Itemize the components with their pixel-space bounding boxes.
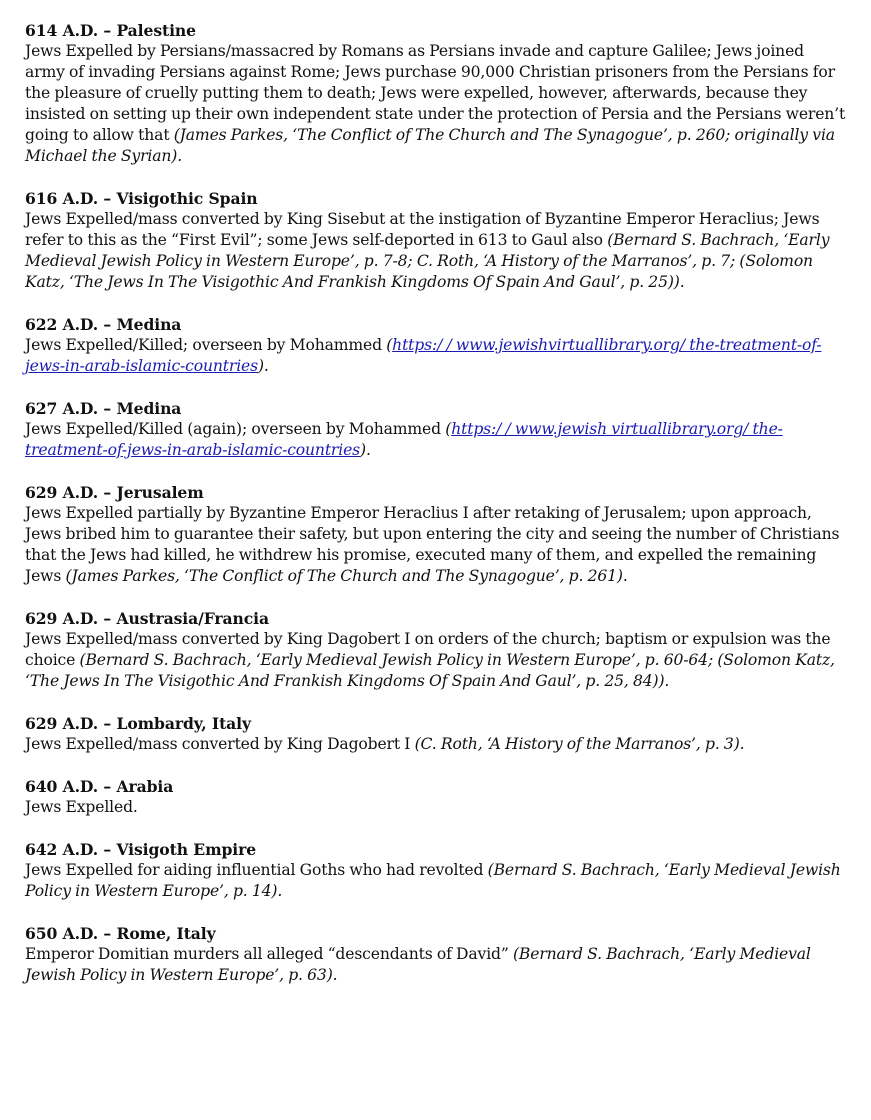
entry-629-lombardy-italy [25, 713, 847, 755]
link-open-paren: ( [445, 420, 452, 438]
link-close-paren: ). [257, 357, 269, 375]
entry-622-medina [25, 314, 847, 377]
entry-citation: (James Parkes, ‘The Conflict of The Church and The Synagogue’, p. 261). [65, 567, 628, 585]
entry-body [25, 503, 847, 587]
entry-629-austrasia-francia [25, 608, 847, 692]
entry-body [25, 209, 847, 293]
entry-650-rome-italy [25, 923, 847, 986]
link-open-paren: ( [386, 336, 393, 354]
source-link[interactable]: https:/ / www.jewish virtuallibrary.org/ the-treatment-of-jews-in-arab-islamic-countries [25, 420, 783, 459]
entry-citation: (Bernard S. Bachrach, ‘Early Medieval Jewish Policy in Western Europe’, p. 63). [25, 945, 811, 984]
entry-629-jerusalem [25, 482, 847, 587]
entry-citation: (Bernard S. Bachrach, ‘Early Medieval Jewish Policy in Western Europe’, p. 14). [25, 861, 841, 900]
entry-title: 616 A.D. – Visigothic Spain [25, 189, 258, 208]
entry-title: 629 A.D. – Lombardy, Italy [25, 714, 251, 733]
entry-title: 629 A.D. – Jerusalem [25, 483, 204, 502]
entry-body [25, 41, 847, 167]
entry-616-visigothic-spain [25, 188, 847, 293]
entry-640-arabia [25, 776, 847, 818]
entry-text: Jews Expelled. [25, 798, 138, 816]
entry-text: Jews Expelled partially by Byzantine Emperor Heraclius I after retaking of Jerusalem; upon approach, Jews bribed him to guarantee their safety, but upon entering the city and seeing the number of Christians that the Jews had killed, he withdrew his promise, executed many of them, and expelled the remaining Jews [25, 504, 840, 585]
entry-614-palestine [25, 20, 847, 167]
entry-title: 627 A.D. – Medina [25, 399, 182, 418]
entry-title: 622 A.D. – Medina [25, 315, 182, 334]
entry-body [25, 419, 847, 461]
entry-citation: (C. Roth, ‘A History of the Marranos’, p. 3). [414, 735, 745, 753]
entry-title: 614 A.D. – Palestine [25, 21, 196, 40]
entry-citation: (Bernard S. Bachrach, ‘Early Medieval Jewish Policy in Western Europe’, p. 60-64; (Solomon Katz, ‘The Jews In The Visigothic And Frankish Kingdoms Of Spain And Gaul’, p. 25, 84)). [25, 651, 835, 690]
entry-text: Jews Expelled by Persians/massacred by Romans as Persians invade and capture Galilee; Jews joined army of invading Persians against Rome; Jews purchase 90,000 Christian prisoners from the Persians for the pleasure of cruelly putting them to death; Jews were expelled, however, afterwards, because they insisted on setting up their own independent state under the protection of Persia and the Persians weren’t going to allow that [25, 42, 846, 144]
entry-title: 640 A.D. – Arabia [25, 777, 174, 796]
entry-text: Jews Expelled/Killed; overseen by Mohammed [25, 336, 387, 354]
entry-body [25, 860, 847, 902]
entry-body [25, 797, 847, 818]
entry-title: 629 A.D. – Austrasia/Francia [25, 609, 269, 628]
source-link[interactable]: https:/ / www.jewishvirtuallibrary.org/ the-treatment-of-jews-in-arab-islamic-countries [25, 336, 822, 375]
entry-body [25, 944, 847, 986]
entry-body [25, 734, 847, 755]
entry-body [25, 335, 847, 377]
entry-text: Jews Expelled for aiding influential Goths who had revolted [25, 861, 488, 879]
entry-642-visigoth-empire [25, 839, 847, 902]
entry-citation: (Bernard S. Bachrach, ‘Early Medieval Jewish Policy in Western Europe’, p. 7-8; C. Roth, ‘A History of the Marranos’, p. 7; (Solomon Katz, ‘The Jews In The Visigothic And Frankish Kingdoms Of Spain And Gaul’, p. 25)). [25, 231, 830, 291]
entry-627-medina [25, 398, 847, 461]
entry-text: Jews Expelled/mass converted by King Sisebut at the instigation of Byzantine Emperor Heraclius; Jews refer to this as the “First Evil”; some Jews self-deported in 613 to Gaul also [25, 210, 820, 249]
entry-title: 650 A.D. – Rome, Italy [25, 924, 216, 943]
entry-text: Jews Expelled/Killed (again); overseen by Mohammed [25, 420, 446, 438]
entry-citation: (James Parkes, ‘The Conflict of The Church and The Synagogue’, p. 260; originally via Michael the Syrian). [25, 126, 835, 165]
entry-title: 642 A.D. – Visigoth Empire [25, 840, 257, 859]
link-close-paren: ). [360, 441, 371, 459]
entry-text: Jews Expelled/mass converted by King Dagobert I [25, 735, 415, 753]
entry-body [25, 629, 847, 692]
entry-text: Jews Expelled/mass converted by King Dagobert I on orders of the church; baptism or expulsion was the choice [25, 630, 831, 669]
entry-text: Emperor Domitian murders all alleged “descendants of David” [25, 945, 513, 963]
